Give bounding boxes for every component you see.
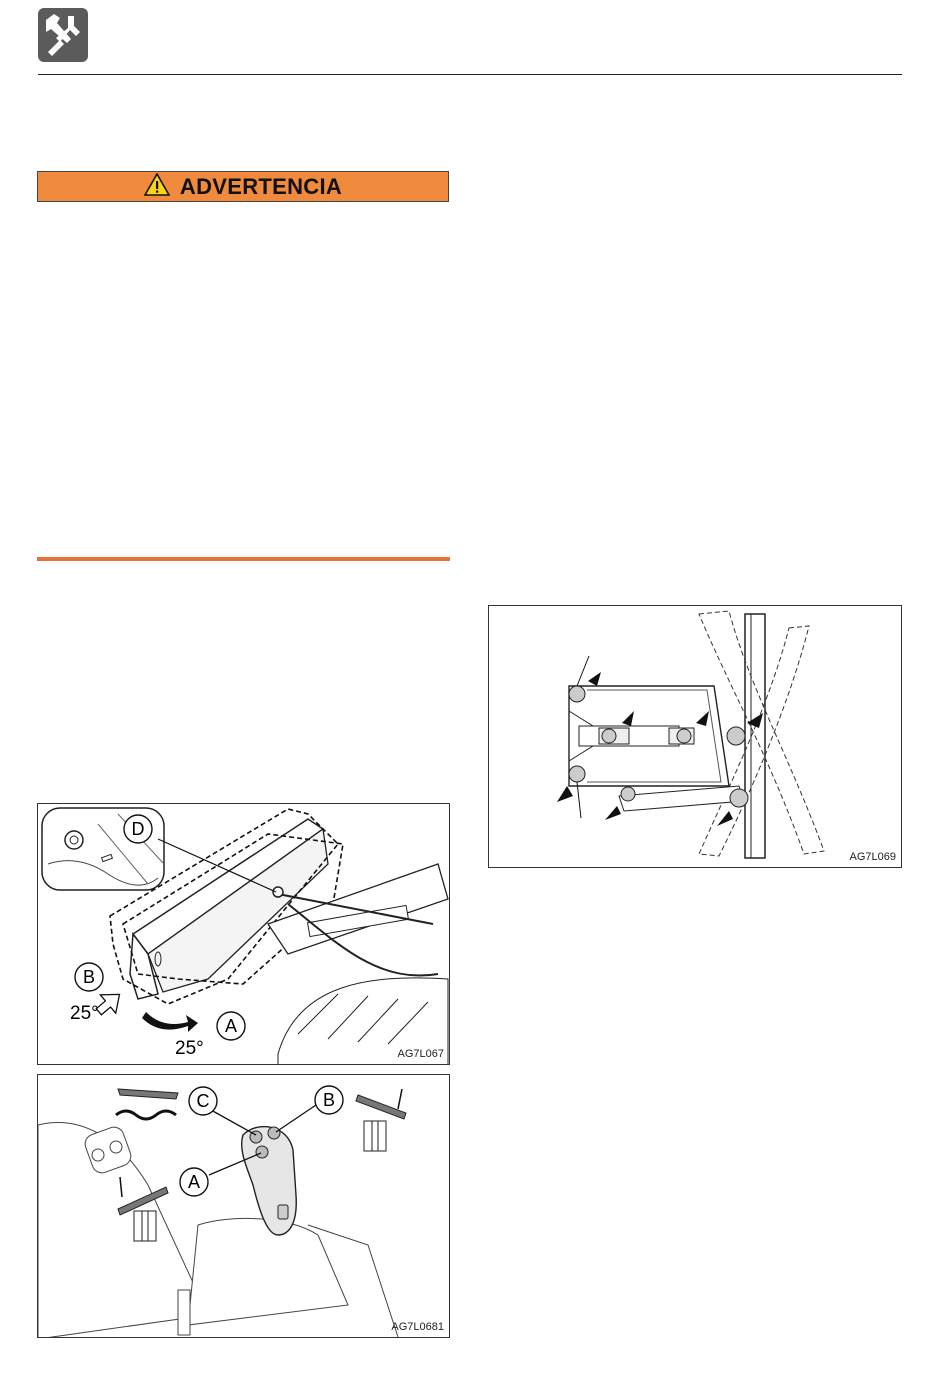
callout-a: A — [224, 1016, 238, 1036]
section-divider — [37, 557, 450, 561]
figure-code: AG7L0681 — [391, 1321, 444, 1333]
header-divider — [38, 74, 902, 75]
warning-triangle-icon — [144, 173, 170, 201]
angle-label-a: 25° — [175, 1038, 204, 1059]
warning-banner — [37, 171, 449, 202]
figure-code: AG7L067 — [397, 1048, 444, 1060]
warning-label: ADVERTENCIA — [179, 173, 343, 199]
callout-c: C — [196, 1091, 210, 1111]
tools-icon — [38, 8, 88, 62]
callout-d: D — [131, 819, 145, 839]
figure-joystick — [37, 1074, 450, 1338]
angle-label-b: 25° — [70, 1003, 99, 1024]
figure-code: AG7L069 — [849, 851, 896, 863]
figure-lubrication-points — [488, 605, 902, 868]
callout-b: B — [82, 967, 96, 987]
callout-a: A — [187, 1172, 201, 1192]
figure-blade-angle — [37, 803, 450, 1065]
callout-b: B — [322, 1090, 336, 1110]
